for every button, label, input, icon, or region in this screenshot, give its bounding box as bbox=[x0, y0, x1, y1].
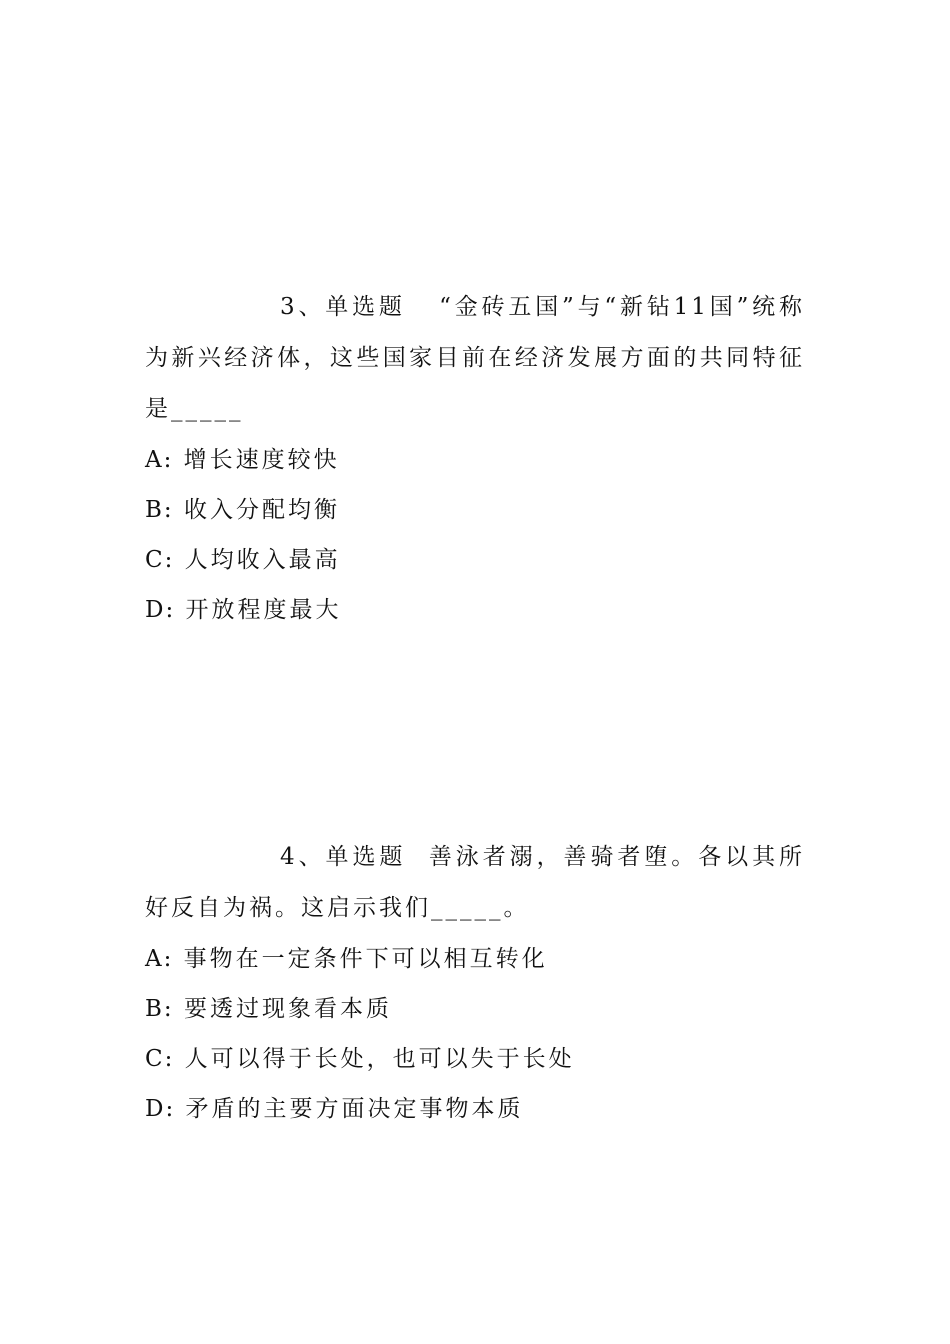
option-b[interactable] bbox=[145, 984, 805, 1034]
option-text: 收入分配均衡 bbox=[183, 497, 340, 523]
option-text: 事物在一定条件下可以相互转化 bbox=[183, 946, 548, 972]
question-number: 4、单选题 bbox=[280, 844, 407, 870]
option-letter: C: bbox=[145, 1046, 175, 1072]
option-text: 人可以得于长处，也可以失于长处 bbox=[184, 1046, 575, 1072]
option-b[interactable] bbox=[145, 485, 805, 535]
option-list bbox=[145, 934, 805, 1134]
question-text: 善泳者溺，善骑者堕。各以其所好反自为祸。这启示我们_____。 bbox=[145, 844, 806, 921]
option-letter: D: bbox=[145, 597, 176, 623]
option-text: 要透过现象看本质 bbox=[183, 996, 392, 1022]
question-stem bbox=[145, 282, 805, 435]
option-list bbox=[145, 435, 805, 635]
option-text: 矛盾的主要方面决定事物本质 bbox=[185, 1096, 524, 1122]
option-letter: A: bbox=[145, 447, 174, 473]
option-letter: A: bbox=[145, 946, 174, 972]
question-3 bbox=[145, 282, 805, 635]
question-number: 3、单选题 bbox=[280, 294, 406, 320]
option-a[interactable] bbox=[145, 934, 805, 984]
option-letter: D: bbox=[145, 1096, 176, 1122]
question-stem bbox=[145, 832, 805, 934]
question-4 bbox=[145, 832, 805, 1134]
option-c[interactable] bbox=[145, 535, 805, 585]
option-a[interactable] bbox=[145, 435, 805, 485]
option-text: 开放程度最大 bbox=[185, 597, 342, 623]
option-d[interactable] bbox=[145, 585, 805, 635]
option-letter: C: bbox=[145, 547, 175, 573]
option-text: 人均收入最高 bbox=[184, 547, 341, 573]
option-d[interactable] bbox=[145, 1084, 805, 1134]
option-c[interactable] bbox=[145, 1034, 805, 1084]
question-text: “金砖五国”与“新钻11国”统称为新兴经济体，这些国家目前在经济发展方面的共同特征是_____ bbox=[145, 294, 805, 422]
option-letter: B: bbox=[145, 996, 174, 1022]
option-text: 增长速度较快 bbox=[183, 447, 340, 473]
option-letter: B: bbox=[145, 497, 174, 523]
